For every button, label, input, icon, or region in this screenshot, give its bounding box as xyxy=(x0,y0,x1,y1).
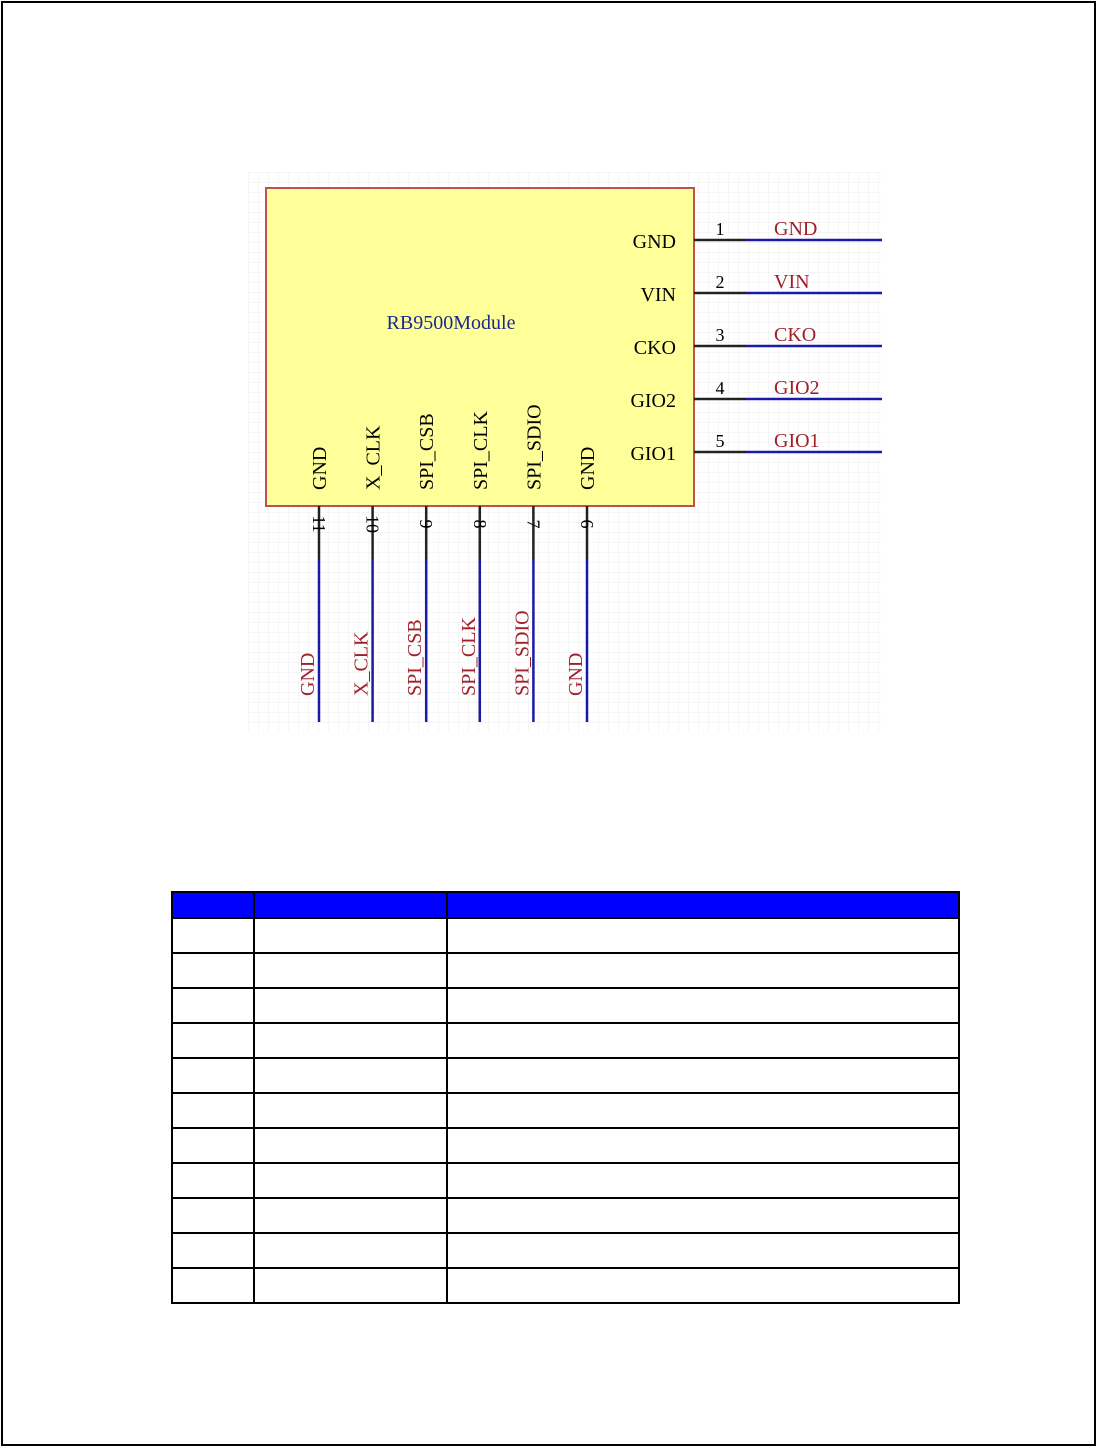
pin-name: GND xyxy=(577,446,599,490)
table-cell xyxy=(447,1093,959,1128)
header-cell xyxy=(172,892,254,918)
pin-number: 3 xyxy=(715,325,725,345)
table-cell xyxy=(447,1058,959,1093)
table-row xyxy=(172,953,959,988)
pin-name: SPI_CSB xyxy=(416,413,439,490)
table-cell xyxy=(172,1093,254,1128)
net-label: VIN xyxy=(774,271,810,293)
table-cell xyxy=(254,1058,447,1093)
table-cell xyxy=(172,1163,254,1198)
table-cell xyxy=(172,918,254,953)
table-row xyxy=(172,1093,959,1128)
pin-name: CKO xyxy=(633,337,676,359)
table-cell xyxy=(254,918,447,953)
table-row xyxy=(172,1058,959,1093)
table-cell xyxy=(254,1093,447,1128)
table-cell xyxy=(254,1268,447,1303)
pin-number: 1 xyxy=(715,219,725,239)
pin-name: SPI_SDIO xyxy=(523,404,546,490)
table-cell xyxy=(172,1233,254,1268)
pin-number: 10 xyxy=(362,515,383,533)
pin-number: 6 xyxy=(577,519,597,529)
table-cell xyxy=(172,1128,254,1163)
table-cell xyxy=(172,1198,254,1233)
net-label: CKO xyxy=(774,324,817,346)
pin-number: 7 xyxy=(523,519,544,529)
pin-number: 4 xyxy=(715,378,725,398)
table-cell xyxy=(447,988,959,1023)
pin-number: 2 xyxy=(715,272,725,292)
pin-name: SPI_CLK xyxy=(469,411,492,490)
module-name: RB9500Module xyxy=(386,312,516,334)
header-cell xyxy=(254,892,447,918)
pin-name: GIO2 xyxy=(630,390,676,412)
table-cell xyxy=(254,953,447,988)
table-row xyxy=(172,988,959,1023)
table-row xyxy=(172,1268,959,1303)
net-label: GIO1 xyxy=(774,430,820,452)
net-label: SPI_CLK xyxy=(457,617,480,696)
table-cell xyxy=(172,1058,254,1093)
table-cell xyxy=(172,953,254,988)
table-cell xyxy=(447,1163,959,1198)
net-label: GIO2 xyxy=(774,377,820,399)
table-row xyxy=(172,1198,959,1233)
table-row xyxy=(172,1023,959,1058)
table-cell xyxy=(447,1023,959,1058)
table-cell xyxy=(254,1198,447,1233)
net-label: GND xyxy=(297,652,319,696)
table-cell xyxy=(447,1128,959,1163)
net-label: SPI_CSB xyxy=(404,619,427,696)
net-label: SPI_SDIO xyxy=(511,610,534,696)
pin-name: VIN xyxy=(640,284,676,306)
pin-number: 8 xyxy=(469,519,490,529)
table-cell xyxy=(254,1163,447,1198)
table-row xyxy=(172,1163,959,1198)
schematic-diagram xyxy=(248,172,882,732)
table-cell xyxy=(172,1023,254,1058)
table-cell xyxy=(447,953,959,988)
table-cell xyxy=(447,1268,959,1303)
table-cell xyxy=(447,1233,959,1268)
net-label: GND xyxy=(565,652,587,696)
table-cell xyxy=(447,1198,959,1233)
table-row xyxy=(172,1233,959,1268)
net-label: GND xyxy=(774,218,818,240)
table-cell xyxy=(172,988,254,1023)
header-cell xyxy=(447,892,959,918)
pin-number: 5 xyxy=(715,431,725,451)
table-row xyxy=(172,918,959,953)
pin-name: GIO1 xyxy=(630,443,676,465)
pin-number: 11 xyxy=(309,515,329,533)
pin-name: GND xyxy=(309,446,331,490)
table-cell xyxy=(172,1268,254,1303)
pin-name: X_CLK xyxy=(362,425,385,490)
pin-number: 9 xyxy=(416,519,437,529)
table-cell xyxy=(254,1023,447,1058)
pin-table xyxy=(171,891,960,1304)
table-header-row xyxy=(172,892,959,918)
net-label: X_CLK xyxy=(350,631,373,696)
table-cell xyxy=(254,988,447,1023)
table-row xyxy=(172,1128,959,1163)
table-cell xyxy=(254,1128,447,1163)
table-cell xyxy=(447,918,959,953)
table-cell xyxy=(254,1233,447,1268)
pin-name: GND xyxy=(632,231,676,253)
